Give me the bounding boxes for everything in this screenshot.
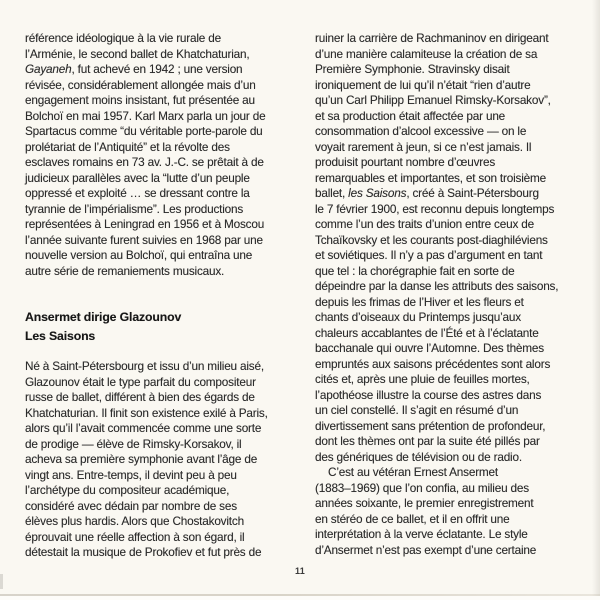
- right-paragraph-ansermet-recording: C’est au vétéran Ernest Ansermet (1883–1969) que l’on confia, au milieu des années soixante, le premier enregistrement en stéréo de ce ballet, et il en offrit une interprétation à la verve éclatante. Le style d’Ansermet n’est pas exempt d’une certaine: [315, 465, 537, 557]
- right-column: [315, 31, 589, 558]
- section-heading-ansermet-glazounov: Ansermet dirige Glazounov Les Saisons: [25, 310, 182, 343]
- page-number: 11: [294, 566, 306, 576]
- page-edge-shadow-right: [592, 0, 600, 600]
- scan-artifact-mark: [0, 574, 3, 589]
- page-edge-shadow-bottom: [0, 594, 600, 596]
- left-column: [25, 31, 299, 561]
- left-paragraph-glazounov-bio: Né à Saint-Pétersbourg et issu d’un milieu aisé, Glazounov était le type parfait du compositeur russe de ballet, différent à bien des égards de Khatchaturian. Il finit son existence exilé à Paris, alors qu’il l’avait commencée comme une sorte de prodige — élève de Rimsky-Korsakov, il acheva sa première symphonie avant l’âge de vingt ans. Entre-temps, il devint peu à peu l’archétype du compositeur académique, considéré avec dédain par nombre de ses élèves plus hardis. Alors que Chostakovitch éprouvait une réelle affection à son égard, il détestait la musique de Prokofiev et fut près de: [25, 359, 268, 559]
- right-paragraph-les-saisons: ruiner la carrière de Rachmaninov en dirigeant d’une manière calamiteuse la création de sa Première Symphonie. Stravinsky disait ironiquement de lui qu’il n’était “rien d’autre qu’un Carl Philipp Emanuel Rimsky-Korsakov”, et sa production était affectée par une consommation d’alcool excessive — on le voyait rarement à jeun, si ce n’est jamais. Il produisit pourtant nombre d’œuvres remarquables et importantes, et son troisième ballet, les Saisons, créé à Saint-Pétersbourg le 7 février 1900, est reconnu depuis longtemps comme l’un des traits d’union entre ceux de Tchaïkovsky et les courants post-diaghiléviens et soviétiques. Il n’y a pas d’argument en tant que tel : la chorégraphie fait en sorte de dépeindre par la danse les attributs des saisons, depuis les frimas de l’Hiver et les fleurs et chants d’oiseaux du Printemps jusqu’aux chaleurs accablantes de l’Été et à l’éclatante bacchanale qui ouvre l’Automne. Des thèmes empruntés aux saisons précédentes sont alors cités et, après une pluie de feuilles mortes, l’apothéose illustre la course des astres dans un ciel constellé. Il s’agit en résumé d’un divertissement sans prétention de profondeur, dont les thèmes ont par la suite été pillés par des génériques de télévision ou de radio.: [315, 31, 559, 464]
- left-paragraph-khatchaturian: référence idéologique à la vie rurale de l’Arménie, le second ballet de Khatchaturian, Gayaneh, fut achevé en 1942 ; une version révisée, considérablement allongée mais d’un engagement moins insistant, fut présentée au Bolchoï en mai 1957. Karl Marx parla un jour de Spartacus comme “du véritable porte-parole du prolétariat de l’Antiquité” et la révolte des esclaves romains en 73 av. J.-C. se prêtait à de judicieux parallèles avec la “lutte d’un peuple oppressé et exploité … se dressant contre la tyrannie de l’impérialisme”. Les productions représentées à Leningrad en 1956 et à Moscou l’année suivante furent suivies en 1968 par une nouvelle version au Bolchoï, qui entraîna une autre série de remaniements musicaux.: [25, 31, 266, 278]
- page-edge-paper-bottom: [0, 596, 600, 600]
